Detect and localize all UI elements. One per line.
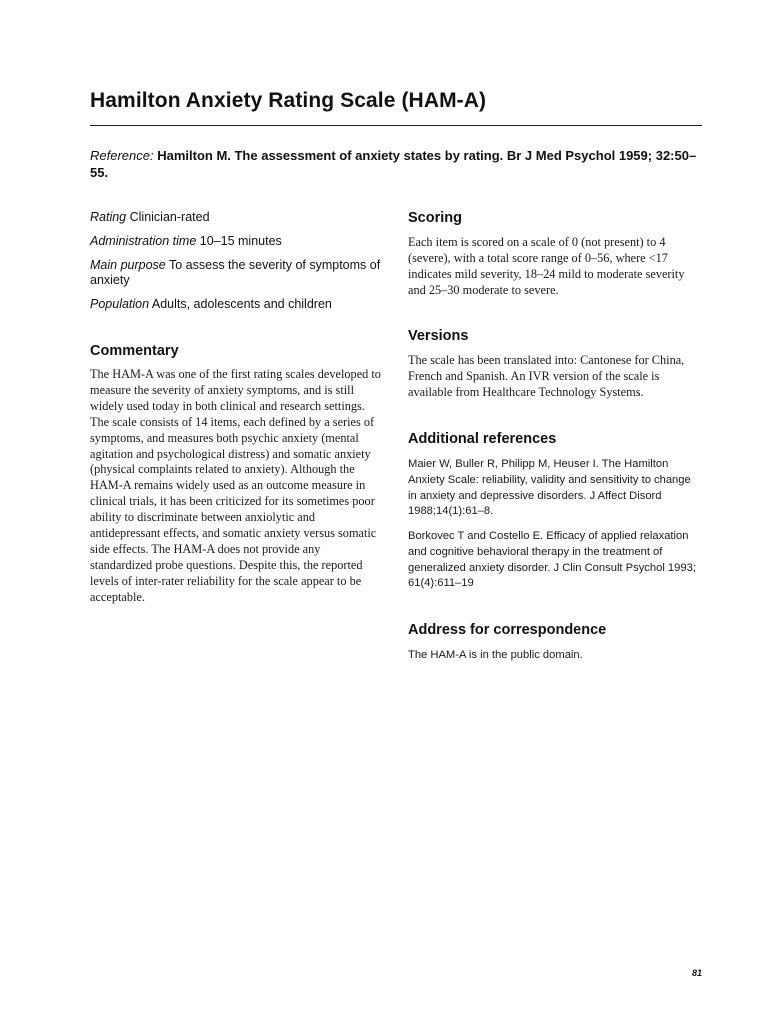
meta-main-purpose — [90, 258, 382, 288]
meta-rating-label: Rating — [90, 210, 127, 224]
address-text: The HAM-A is in the public domain. — [408, 649, 583, 661]
scoring-heading: Scoring — [408, 210, 462, 226]
page-title: Hamilton Anxiety Rating Scale (HAM-A) — [90, 89, 487, 112]
reference — [90, 147, 702, 181]
commentary-heading: Commentary — [90, 343, 179, 359]
scoring-text: Each item is scored on a scale of 0 (not present) to 4 (severe), with a total score range of 0–56, where <17 indicates mild severity, 18–24 mild to moderate severity and 25–30 moderate to severe. — [408, 235, 685, 297]
meta-main-purpose-label: Main purpose — [90, 258, 166, 272]
meta-rating — [90, 210, 390, 225]
address-heading: Address for correspondence — [408, 622, 607, 638]
meta-population-label: Population — [90, 297, 150, 311]
page-number: 81 — [691, 968, 702, 978]
versions-heading: Versions — [408, 328, 469, 344]
meta-population — [90, 297, 390, 312]
reference-item-1: Maier W, Buller R, Philipp M, Heuser I. The Hamilton Anxiety Scale: reliability, validity and sensitivity to change in anxiety and depressive disorders. J Affect Disord 1988;14(1):61–8. — [408, 458, 691, 518]
additional-references-heading: Additional references — [408, 431, 557, 447]
reference-text: Hamilton M. The assessment of anxiety states by rating. Br J Med Psychol 1959; 32:50–55. — [90, 148, 697, 180]
meta-population-value: Adults, adolescents and children — [151, 297, 332, 311]
reference-item-2: Borkovec T and Costello E. Efficacy of applied relaxation and cognitive behavioral therapy in the treatment of generalized anxiety disorder. J Clin Consult Psychol 1993; 61(4):611–19 — [408, 530, 696, 590]
commentary-text: The HAM-A was one of the first rating scales developed to measure the severity of anxiety symptoms, and is still widely used today in both clinical and research settings. The scale consists of 14 items, each defined by a series of symptoms, and measures both psychic anxiety (mental agitation and psychological distress) and somatic anxiety (physical complaints related to anxiety). Although the HAM-A remains widely used as an outcome measure in clinical trials, it has been criticized for its sometimes poor ability to discriminate between anxiolytic and antidepressant effects, and somatic anxiety versus somatic side effects. The HAM-A does not provide any standardized probe questions. Despite this, the reported levels of inter-rater reliability for the scale appear to be acceptable. — [90, 367, 381, 604]
meta-administration-time-label: Administration time — [90, 234, 197, 248]
meta-administration-time-value: 10–15 minutes — [199, 234, 282, 248]
meta-main-purpose-value: To assess the severity of symptoms of anxiety — [90, 258, 381, 287]
title-rule — [90, 125, 702, 126]
reference-label: Reference: — [90, 148, 154, 163]
meta-rating-value: Clinician-rated — [129, 210, 210, 224]
versions-text: The scale has been translated into: Cantonese for China, French and Spanish. An IVR version of the scale is available from Healthcare Technology Systems. — [408, 353, 685, 399]
meta-administration-time — [90, 234, 390, 249]
